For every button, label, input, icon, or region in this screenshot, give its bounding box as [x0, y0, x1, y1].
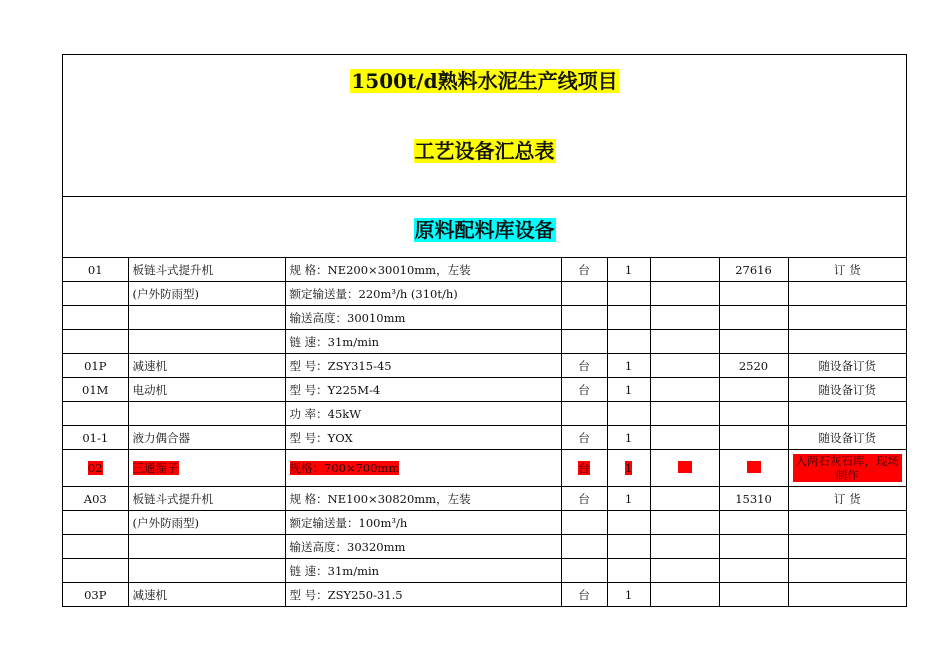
cell-price[interactable]	[719, 354, 788, 378]
cell-qty-text: 1	[624, 358, 633, 373]
cell-code[interactable]	[63, 402, 128, 426]
table-row[interactable]	[63, 487, 906, 511]
cell-spec-text: 规 格：NE100×30820mm，左装	[289, 491, 471, 506]
cell-blank[interactable]	[650, 450, 719, 487]
cell-note[interactable]	[788, 487, 906, 511]
table-row[interactable]	[63, 426, 906, 450]
cell-code[interactable]	[63, 306, 128, 330]
cell-unit[interactable]	[561, 378, 607, 402]
cell-price[interactable]	[719, 402, 788, 426]
cell-blank[interactable]	[650, 258, 719, 282]
cell-qty[interactable]	[607, 378, 650, 402]
cell-note-text: 入两石灰石库，现场制作	[793, 454, 903, 482]
cell-name-text: 板链斗式提升机	[132, 491, 213, 506]
cell-blank[interactable]	[650, 330, 719, 354]
cell-name[interactable]	[128, 330, 285, 354]
cell-spec[interactable]	[285, 487, 561, 511]
cell-qty[interactable]	[607, 402, 650, 426]
cell-name[interactable]	[128, 426, 285, 450]
cell-spec-text: 额定输送量：100m³/h	[289, 515, 408, 530]
section-header	[63, 197, 906, 258]
cell-code[interactable]	[63, 354, 128, 378]
cell-unit[interactable]	[561, 306, 607, 330]
document-title: 1500t/d熟料水泥生产线项目	[351, 69, 618, 93]
cell-unit-text: 台	[578, 382, 590, 397]
cell-price[interactable]	[719, 487, 788, 511]
cell-blank[interactable]	[650, 511, 719, 535]
cell-name[interactable]	[128, 306, 285, 330]
cell-blank[interactable]	[650, 559, 719, 583]
cell-qty-text: 1	[624, 262, 633, 277]
cell-unit[interactable]	[561, 535, 607, 559]
cell-spec-text: 规 格：NE200×30010mm，左装	[289, 262, 471, 277]
cell-note[interactable]	[788, 378, 906, 402]
cell-price[interactable]	[719, 330, 788, 354]
cell-note[interactable]	[788, 426, 906, 450]
cell-spec[interactable]	[285, 559, 561, 583]
cell-name[interactable]	[128, 402, 285, 426]
cell-code-text: 01P	[84, 358, 107, 373]
cell-spec-text: 额定输送量：220m³/h (310t/h)	[289, 286, 458, 301]
cell-spec-text: 输送高度：30010mm	[289, 310, 406, 325]
cell-unit[interactable]	[561, 487, 607, 511]
cell-spec[interactable]	[285, 511, 561, 535]
cell-blank[interactable]	[650, 535, 719, 559]
cell-qty[interactable]	[607, 450, 650, 487]
cell-unit-text: 台	[578, 430, 590, 445]
cell-spec-text: 型 号：YOX	[289, 430, 353, 445]
document-subtitle: 工艺设备汇总表	[414, 139, 555, 163]
cell-code-text: 01-1	[82, 430, 109, 445]
cell-code-text: A03	[83, 491, 107, 506]
cell-spec[interactable]	[285, 426, 561, 450]
cell-spec-text: 型 号：ZSY250-31.5	[289, 587, 403, 602]
cell-unit-text: 台	[578, 491, 590, 506]
cell-unit[interactable]	[561, 354, 607, 378]
cell-spec[interactable]	[285, 378, 561, 402]
cell-spec[interactable]	[285, 330, 561, 354]
cell-code-text: 01M	[82, 382, 109, 397]
table-row[interactable]	[63, 378, 906, 402]
cell-price[interactable]	[719, 535, 788, 559]
cell-blank[interactable]	[650, 426, 719, 450]
cell-name-text: 液力偶合器	[132, 430, 190, 445]
cell-code-text: 01	[87, 262, 103, 277]
cell-name[interactable]	[128, 535, 285, 559]
table-row[interactable]	[63, 258, 906, 282]
cell-name-text: 板链斗式提升机	[132, 262, 213, 277]
cell-code[interactable]	[63, 583, 128, 607]
cell-unit[interactable]	[561, 282, 607, 306]
cell-qty[interactable]	[607, 583, 650, 607]
cell-note-text: 随设备订货	[818, 382, 876, 397]
table-row[interactable]	[63, 535, 906, 559]
cell-blank[interactable]	[650, 354, 719, 378]
table-row[interactable]	[63, 559, 906, 583]
section-title-wrap	[63, 214, 906, 243]
cell-note-text: 订 货	[833, 262, 861, 277]
cell-code[interactable]	[63, 378, 128, 402]
cell-qty-text: 1	[624, 461, 633, 475]
cell-note[interactable]	[788, 511, 906, 535]
spreadsheet-sheet	[62, 54, 907, 607]
cell-spec-text: 输送高度：30320mm	[289, 539, 406, 554]
cell-spec-text: 规格：700×700mm	[289, 461, 400, 475]
cell-name[interactable]	[128, 583, 285, 607]
cell-qty[interactable]	[607, 282, 650, 306]
cell-code-text: 03P	[84, 587, 107, 602]
cell-price[interactable]	[719, 282, 788, 306]
cell-price[interactable]	[719, 306, 788, 330]
cell-name[interactable]	[128, 282, 285, 306]
cell-unit-text: 台	[578, 262, 590, 277]
cell-price[interactable]	[719, 450, 788, 487]
cell-name[interactable]	[128, 511, 285, 535]
cell-code[interactable]	[63, 487, 128, 511]
cell-blank[interactable]	[650, 282, 719, 306]
cell-blank[interactable]	[650, 378, 719, 402]
cell-code[interactable]	[63, 511, 128, 535]
cell-spec-text: 功 率：45kW	[289, 406, 362, 421]
cell-note[interactable]	[788, 330, 906, 354]
cell-spec-text: 型 号：ZSY315-45	[289, 358, 392, 373]
cell-qty-text: 1	[624, 382, 633, 397]
cell-code[interactable]	[63, 258, 128, 282]
document-title-wrap	[63, 65, 906, 94]
cell-note-text: 随设备订货	[818, 358, 876, 373]
table-row[interactable]	[63, 450, 906, 487]
cell-price[interactable]	[719, 583, 788, 607]
cell-name-text: 减速机	[132, 587, 167, 602]
cell-code[interactable]	[63, 426, 128, 450]
cell-name-text: 减速机	[132, 358, 167, 373]
cell-note-text: 随设备订货	[818, 430, 876, 445]
cell-spec[interactable]	[285, 258, 561, 282]
cell-spec[interactable]	[285, 306, 561, 330]
cell-blank[interactable]	[650, 402, 719, 426]
cell-name-text: (户外防雨型)	[132, 515, 199, 530]
cell-name[interactable]	[128, 258, 285, 282]
cell-qty[interactable]	[607, 354, 650, 378]
cell-spec[interactable]	[285, 354, 561, 378]
cell-note[interactable]	[788, 282, 906, 306]
cell-unit[interactable]	[561, 583, 607, 607]
cell-unit-text: 台	[578, 358, 590, 373]
cell-qty[interactable]	[607, 535, 650, 559]
cell-note[interactable]	[788, 354, 906, 378]
cell-unit[interactable]	[561, 426, 607, 450]
cell-code[interactable]	[63, 282, 128, 306]
cell-code-text: 02	[87, 461, 103, 475]
cell-blank[interactable]	[650, 306, 719, 330]
cell-note[interactable]	[788, 306, 906, 330]
cell-qty[interactable]	[607, 511, 650, 535]
cell-spec[interactable]	[285, 402, 561, 426]
table-row[interactable]	[63, 306, 906, 330]
cell-qty[interactable]	[607, 330, 650, 354]
cell-price-text: 27616	[735, 262, 772, 277]
cell-spec-text: 型 号：Y225M-4	[289, 382, 381, 397]
cell-note[interactable]	[788, 535, 906, 559]
cell-qty-text: 1	[624, 491, 633, 506]
cell-blank[interactable]	[650, 583, 719, 607]
cell-note-text: 订 货	[833, 491, 861, 506]
cell-price[interactable]	[719, 378, 788, 402]
cell-price[interactable]	[719, 559, 788, 583]
cell-unit-text: 台	[578, 587, 590, 602]
section-title: 原料配料库设备	[414, 218, 555, 242]
cell-unit-text: 台	[578, 461, 590, 475]
cell-spec-text: 链 速：31m/min	[289, 563, 380, 578]
cell-price[interactable]	[719, 258, 788, 282]
red-fill-marker	[747, 461, 761, 473]
cell-unit[interactable]	[561, 330, 607, 354]
cell-unit[interactable]	[561, 402, 607, 426]
cell-name-text: 电动机	[132, 382, 167, 397]
cell-code[interactable]	[63, 559, 128, 583]
cell-name-text: 三通溜子	[132, 461, 179, 475]
cell-note[interactable]	[788, 450, 906, 487]
table-row[interactable]	[63, 402, 906, 426]
table-row[interactable]	[63, 511, 906, 535]
cell-name[interactable]	[128, 354, 285, 378]
cell-unit[interactable]	[561, 450, 607, 487]
cell-unit[interactable]	[561, 559, 607, 583]
cell-code[interactable]	[63, 450, 128, 487]
cell-spec[interactable]	[285, 583, 561, 607]
table-row[interactable]	[63, 330, 906, 354]
cell-price-text: 15310	[735, 491, 772, 506]
cell-note[interactable]	[788, 258, 906, 282]
cell-name-text: (户外防雨型)	[132, 286, 199, 301]
cell-note[interactable]	[788, 583, 906, 607]
table-row[interactable]	[63, 354, 906, 378]
cell-name[interactable]	[128, 450, 285, 487]
cell-qty[interactable]	[607, 306, 650, 330]
cell-qty-text: 1	[624, 430, 633, 445]
cell-spec-text: 链 速：31m/min	[289, 334, 380, 349]
cell-price[interactable]	[719, 426, 788, 450]
red-fill-marker	[678, 461, 692, 473]
cell-qty[interactable]	[607, 426, 650, 450]
cell-name[interactable]	[128, 559, 285, 583]
cell-spec[interactable]	[285, 282, 561, 306]
cell-note[interactable]	[788, 559, 906, 583]
cell-qty-text: 1	[624, 587, 633, 602]
equipment-table	[63, 258, 906, 607]
cell-note[interactable]	[788, 402, 906, 426]
cell-spec[interactable]	[285, 450, 561, 487]
cell-price-text: 2520	[738, 358, 769, 373]
cell-price[interactable]	[719, 511, 788, 535]
table-row[interactable]	[63, 282, 906, 306]
cell-code[interactable]	[63, 535, 128, 559]
document-header	[63, 55, 906, 197]
cell-qty[interactable]	[607, 258, 650, 282]
cell-qty[interactable]	[607, 487, 650, 511]
cell-name[interactable]	[128, 487, 285, 511]
cell-unit[interactable]	[561, 511, 607, 535]
document-subtitle-wrap	[63, 135, 906, 164]
cell-blank[interactable]	[650, 487, 719, 511]
table-row[interactable]	[63, 583, 906, 607]
cell-code[interactable]	[63, 330, 128, 354]
cell-name[interactable]	[128, 378, 285, 402]
cell-qty[interactable]	[607, 559, 650, 583]
cell-unit[interactable]	[561, 258, 607, 282]
cell-spec[interactable]	[285, 535, 561, 559]
